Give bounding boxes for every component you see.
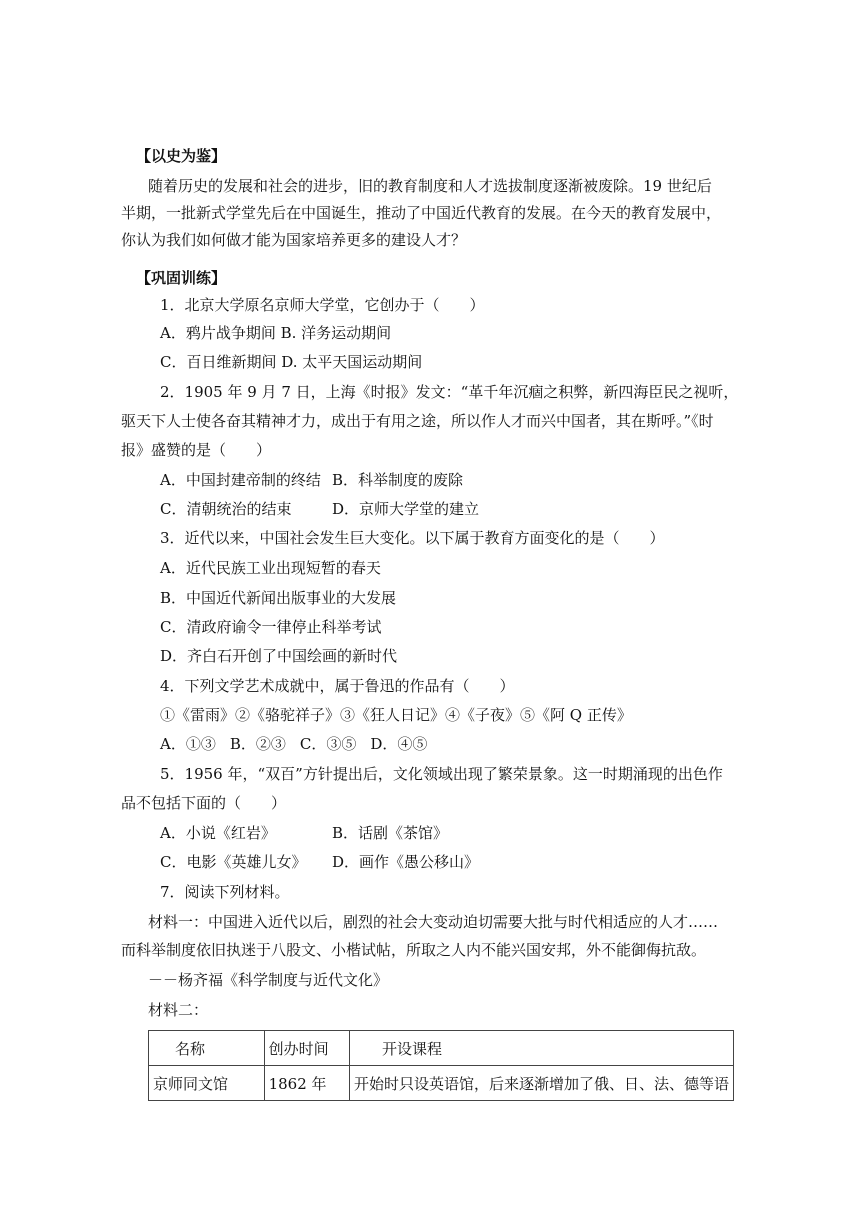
option-b: B．中国近代新闻出版事业的大发展 bbox=[160, 589, 397, 607]
option-d: D．④⑤ bbox=[370, 735, 428, 753]
option-d: D．齐白石开创了中国绘画的新时代 bbox=[160, 647, 398, 665]
table-header-cell: 名称 bbox=[149, 1031, 265, 1066]
question-2-stem: 2．1905 年 9 月 7 日，上海《时报》发文：“革千年沉痼之积弊，新四海臣民之视听， bbox=[160, 383, 739, 401]
table-row bbox=[149, 1066, 734, 1101]
question-3-stem: 3．近代以来，中国社会发生巨大变化。以下属于教育方面变化的是（ ） bbox=[160, 529, 665, 547]
option-c: C．③⑤ bbox=[299, 735, 357, 753]
option-a: A．近代民族工业出现短暂的春天 bbox=[160, 559, 381, 577]
material-1-source: －－杨齐福《科学制度与近代文化》 bbox=[148, 971, 389, 989]
table-cell: 京师同文馆 bbox=[149, 1066, 265, 1101]
option-a: A．①③ bbox=[160, 735, 216, 753]
question-5-stem: 品不包括下面的（ ） bbox=[121, 794, 287, 812]
option-b: B．②③ bbox=[229, 735, 286, 753]
option-c: C．清朝统治的结束 bbox=[160, 500, 292, 518]
question-7-stem: 7．阅读下列材料。 bbox=[160, 883, 290, 901]
question-2-options-row bbox=[160, 499, 479, 519]
table-cell: 1862 年 bbox=[264, 1066, 349, 1101]
question-1-stem: 1．北京大学原名京师大学堂，它创办于（ ） bbox=[160, 296, 485, 314]
option-b: B．科举制度的废除 bbox=[332, 471, 464, 489]
material-1-line: 而科举制度依旧执迷于八股文、小楷试帖，所取之人内不能兴国安邦，外不能御侮抗敌。 bbox=[121, 941, 707, 959]
question-2-stem: 驱天下人士使各奋其精神才力，成出于有用之途，所以作人才而兴中国者，其在斯呼。”《时 bbox=[121, 412, 714, 430]
question-2-stem: 报》盛赞的是（ ） bbox=[121, 441, 272, 459]
option-d: D．京师大学堂的建立 bbox=[332, 500, 480, 518]
paragraph-line: 随着历史的发展和社会的进步，旧的教育制度和人才选拔制度逐渐被废除。19 世纪后 bbox=[148, 177, 712, 195]
material-1-line: 材料一：中国进入近代以后，剧烈的社会大变动迫切需要大批与时代相适应的人才…… bbox=[148, 913, 719, 931]
question-5-stem: 5．1956 年，“双百”方针提出后，文化领域出现了繁荣景象。这一时期涌现的出色作 bbox=[160, 765, 723, 783]
question-5-options-row bbox=[160, 823, 448, 843]
table-header-cell: 创办时间 bbox=[264, 1031, 349, 1066]
option-c: C．电影《英雄儿女》 bbox=[160, 853, 307, 871]
option-a: A．中国封建帝制的终结 bbox=[160, 471, 321, 489]
question-2-options-row bbox=[160, 470, 463, 490]
question-4-stem: 4．下列文学艺术成就中，属于鲁迅的作品有（ ） bbox=[160, 677, 515, 695]
option-c: C．清政府谕令一律停止科举考试 bbox=[160, 618, 382, 636]
paragraph-line: 半期，一批新式学堂先后在中国诞生，推动了中国近代教育的发展。在今天的教育发展中， bbox=[121, 204, 722, 222]
question-1-options: C．百日维新期间 D. 太平天国运动期间 bbox=[160, 353, 423, 371]
table-header-cell: 开设课程 bbox=[349, 1031, 733, 1066]
table-header-row bbox=[149, 1031, 734, 1066]
question-1-options: A．鸦片战争期间 B. 洋务运动期间 bbox=[160, 324, 392, 342]
paragraph-line: 你认为我们如何做才能为国家培养更多的建设人才？ bbox=[121, 231, 467, 249]
table-cell: 开始时只设英语馆，后来逐渐增加了俄、日、法、德等语 bbox=[349, 1066, 733, 1101]
question-4-items: ①《雷雨》②《骆驼祥子》③《狂人日记》④《子夜》⑤《阿 Q 正传》 bbox=[160, 706, 632, 724]
section-heading-practice: 【巩固训练】 bbox=[136, 269, 227, 287]
question-5-options-row bbox=[160, 852, 479, 872]
question-4-options-row bbox=[160, 734, 427, 754]
option-d: D．画作《愚公移山》 bbox=[332, 853, 480, 871]
option-a: A．小说《红岩》 bbox=[160, 824, 276, 842]
section-heading-lessons: 【以史为鉴】 bbox=[136, 147, 227, 165]
material-2-table bbox=[148, 1030, 734, 1101]
material-2-label: 材料二： bbox=[148, 1001, 209, 1019]
option-b: B．话剧《茶馆》 bbox=[332, 824, 449, 842]
